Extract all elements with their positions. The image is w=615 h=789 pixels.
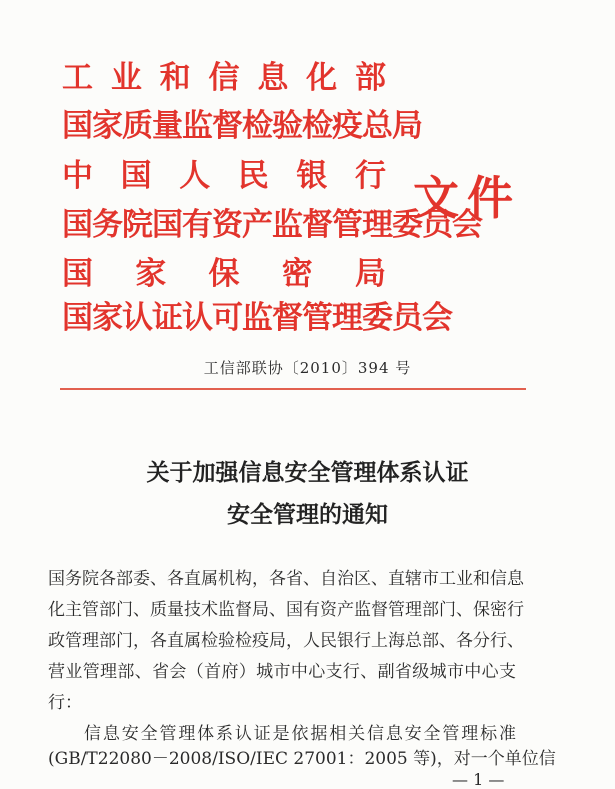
body-line: (GB/T22080－2008/ISO/IEC 27001：2005 等)，对一个单位信 (48, 749, 556, 769)
document-type: 文件 (413, 171, 513, 225)
body-line: 化主管部门、质量技术监督局、国有资产监督管理部门、保密行 (48, 600, 524, 620)
document-title: 安全管理的通知 (227, 501, 388, 528)
body-line: 行： (48, 693, 82, 713)
issuer-name: 中国人民银行 (62, 158, 385, 194)
issuer-name: 国家质量监督检验检疫总局 (62, 108, 422, 144)
body-line: 信息安全管理体系认证是依据相关信息安全管理标准 (84, 724, 516, 744)
body-line: 政管理部门，各直属检验检疫局，人民银行上海总部、各分行、 (48, 631, 524, 651)
page-number: — 1 — (452, 770, 505, 789)
body-line: 国务院各部委、各直属机构，各省、自治区、直辖市工业和信息 (48, 569, 524, 589)
issuer-name: 国家保密局 (62, 256, 385, 292)
red-divider (60, 388, 526, 390)
body-line: 营业管理部、省会（首府）城市中心支行、副省级城市中心支 (48, 662, 516, 682)
issuer-name: 国家认证认可监督管理委员会 (62, 300, 452, 336)
issuer-name: 工业和信息化部 (62, 60, 385, 96)
document-title: 关于加强信息安全管理体系认证 (146, 459, 469, 486)
document-number: 工信部联协〔2010〕394 号 (203, 359, 412, 377)
issuer-name: 国务院国有资产监督管理委员会 (62, 207, 482, 243)
